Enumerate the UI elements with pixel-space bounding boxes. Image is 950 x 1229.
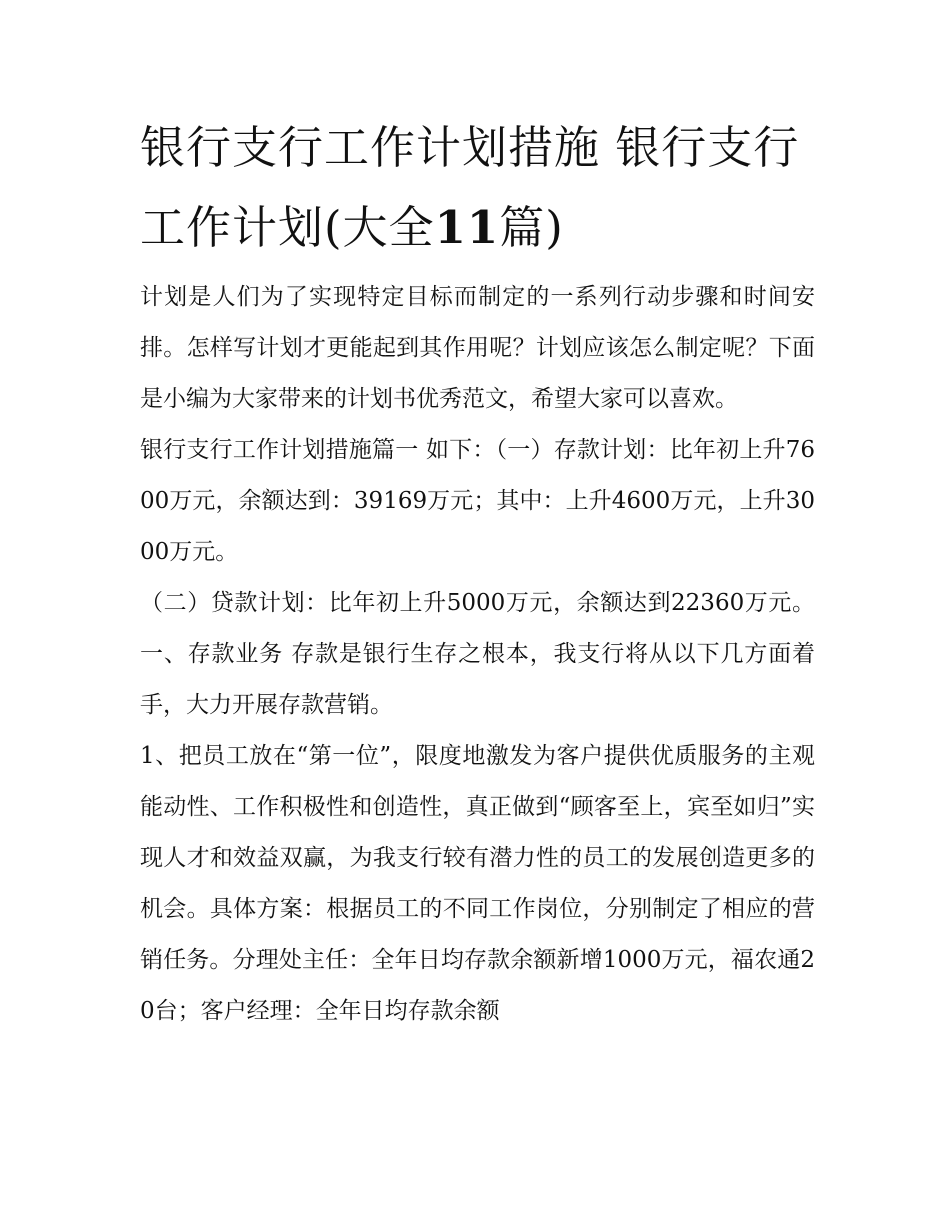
paragraph-intro: 计划是人们为了实现特定目标而制定的一系列行动步骤和时间安排。怎样写计划才更能起到其作用呢？计划应该怎么制定呢？下面是小编为大家带来的计划书优秀范文，希望大家可以喜欢。 [140,284,815,412]
title-number: 11 [434,201,500,254]
document-page [140,108,815,1037]
paragraph-loan-plan: （二）贷款计划：比年初上升5000万元，余额达到22360万元。 一、存款业务 存款是银行生存之根本，我支行将从以下几方面着手，大力开展存款营销。 [140,590,815,718]
title-text-part2: 篇) [499,201,564,254]
document-title [140,108,815,268]
paragraph-staff-first: 1、把员工放在“第一位”，限度地激发为客户提供优质服务的主观能动性、工作积极性和创造性，真正做到“顾客至上，宾至如归”实现人才和效益双赢，为我支行较有潜力性的员工的发展创造更多的机会。具体方案：根据员工的不同工作岗位，分别制定了相应的营销任务。分理处主任：全年日均存款余额新增1000万元，福农通20台；客户经理：全年日均存款余额 [140,743,815,1024]
title-text-part1: 银行支行工作计划措施 银行支行工作计划(大全 [140,121,800,254]
paragraph-deposit-plan: 银行支行工作计划措施篇一 如下：（一）存款计划：比年初上升7600万元，余额达到：39169万元；其中：上升4600万元，上升3000万元。 [140,437,815,565]
